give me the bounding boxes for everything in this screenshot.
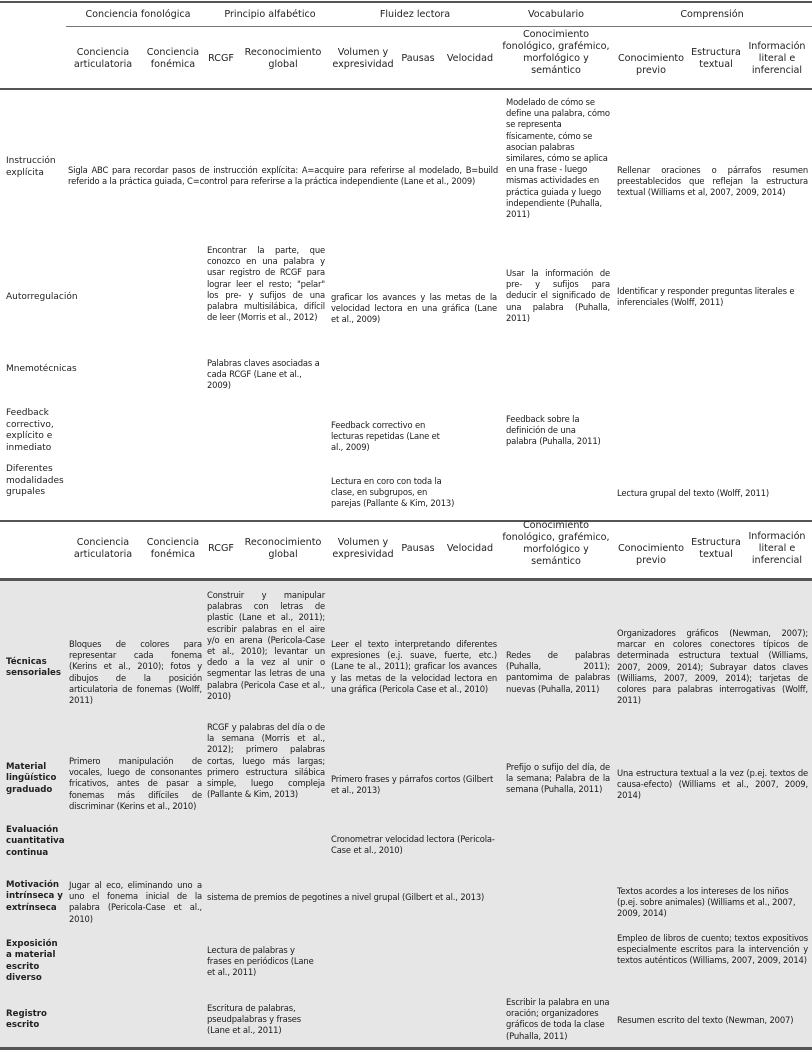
group-header-principio: Principio alfabético xyxy=(224,9,316,20)
col-header-pausas: Pausas xyxy=(401,53,435,64)
cell-comprension: Identificar y responder preguntas literales e inferenciales (Wolff, 2011) xyxy=(617,286,795,308)
col-header-conocimiento-fgms: Conocimiento fonológico, grafémico, morfológico y semántico xyxy=(502,520,610,567)
cell-comprension: Lectura grupal del texto (Wolff, 2011) xyxy=(617,488,769,498)
cell-comprension: Resumen escrito del texto (Newman, 2007) xyxy=(617,1015,794,1025)
col-header-estructura: Estructura textual xyxy=(691,47,741,70)
col-header-previo: Conocimiento previo xyxy=(617,53,685,76)
cell-vocabulario: Prefijo o sufijo del día, de la semana; Palabra de la semana (Puhalla, 2011) xyxy=(506,762,610,795)
col-header-volumen: Volumen y expresividad xyxy=(332,47,394,70)
group-header-vocabulario: Vocabulario xyxy=(527,9,585,20)
top-rule xyxy=(0,1,812,3)
cell-principio: Lectura de palabras y frases en periódicos (Lane et al., 2011) xyxy=(207,945,314,978)
cell-principio: Palabras claves asociadas a cada RCGF (Lane et al., 2009) xyxy=(207,358,320,391)
section-divider-rule xyxy=(0,520,812,522)
cell-comprension: Una estructura textual a la vez (p.ej. textos de causa-efecto) (Williams et al., 2007, 2009, 2014) xyxy=(617,768,808,801)
header-bottom-rule xyxy=(0,88,812,90)
cell-comprension: Rellenar oraciones o párrafos resumen preestablecidos que reflejan la estructura textual (Williams et al, 2007, 2009, 2014) xyxy=(617,165,808,198)
cell-principio: RCGF y palabras del día o de la semana (Morris et al., 2012); primero palabras cortas, luego más largas; primero estructura silábica simple, luego compleja (Pallante & Kim, 2013) xyxy=(207,722,325,800)
row-label: Instrucción explícita xyxy=(6,156,56,178)
row-label: Exposición a material escrito diverso xyxy=(6,939,58,984)
col-header-fonemica: Conciencia fonémica xyxy=(146,537,200,560)
cell-vocabulario: Modelado de cómo se define una palabra, cómo se representa físicamente, cómo se asocian palabras similares, cómo se aplica en una frase - luego mismas actividades en práctica guiada y luego independiente (Puhalla, 2011) xyxy=(506,97,610,220)
col-header-informacion: Información literal e inferencial xyxy=(748,531,806,566)
row-label: Evaluación cuantitativa continua xyxy=(6,825,65,858)
cell-comprension: Textos acordes a los intereses de los niños (p.ej. sobre animales) (Williams et al., 2007, 2009, 2014) xyxy=(617,886,796,919)
row-label: Técnicas sensoriales xyxy=(6,657,61,679)
cell-principio: Escritura de palabras, pseudpalabras y frases (Lane et al., 2011) xyxy=(207,1003,302,1036)
cell-vocabulario: Feedback sobre la definición de una palabra (Puhalla, 2011) xyxy=(506,414,601,447)
cell-conciencia: Jugar al eco, eliminando uno a uno el fonema inicial de la palabra (Pericola-Case et al., 2010) xyxy=(69,880,202,924)
col-header-reconocimiento: Reconocimiento global xyxy=(244,47,322,70)
cell-fluidez: Cronometrar velocidad lectora (Pericola-Case et al., 2010) xyxy=(331,834,495,856)
col-header-rcgf: RCGF xyxy=(208,543,234,554)
cell-fluidez: Leer el texto interpretando diferentes expresiones (e.j. suave, fuerte, etc.) (Lane te al., 2011); graficar los avances y las metas de la velocidad lectora en una gráfica (Pericola Case et al., 2010) xyxy=(331,639,497,694)
col-header-previo: Conocimiento previo xyxy=(617,543,685,566)
cell-vocabulario: Redes de palabras (Puhalla, 2011); pantomima de palabras nuevas (Puhalla, 2011) xyxy=(506,650,610,694)
row-label: Registro escrito xyxy=(6,1009,47,1031)
col-header-reconocimiento: Reconocimiento global xyxy=(244,537,322,560)
cell-principio: Construir y manipular palabras con letras de plastic (Lane et al., 2011); escribir palabras en el aire y/o en arena (Pericola-Case et al., 2010); levantar un dedo a la vez al unir o segmentar las letras de una palabra (Pericola Case et al., 2010) xyxy=(207,590,325,701)
col-header-fonemica: Conciencia fonémica xyxy=(146,47,200,70)
col-header-velocidad: Velocidad xyxy=(446,543,494,554)
cell-vocabulario: Usar la información de pre- y sufijos para deducir el significado de una palabra (Puhalla, 2011) xyxy=(506,268,610,323)
group-header-comprension: Comprensión xyxy=(680,9,744,20)
col-header-articulatoria: Conciencia articulatoria xyxy=(73,537,133,560)
group-header-conciencia: Conciencia fonológica xyxy=(85,9,191,20)
col-header-velocidad: Velocidad xyxy=(446,53,494,64)
col-header-estructura: Estructura textual xyxy=(691,537,741,560)
cell-fluidez: graficar los avances y las metas de la velocidad lectora en una gráfica (Lane et al., 2009) xyxy=(331,292,497,325)
cell-fluidez: Feedback correctivo en lecturas repetidas (Lane et al., 2009) xyxy=(331,420,440,453)
cell-fluidez: Primero frases y párrafos cortos (Gilbert et al., 2013) xyxy=(331,774,494,796)
row-label: Diferentes modalidades grupales xyxy=(6,464,64,498)
col-header-rcgf: RCGF xyxy=(208,53,234,64)
row-label: Material lingüístico graduado xyxy=(6,762,57,795)
cell-vocabulario: Escribir la palabra en una oración; organizadores gráficos de toda la clase (Puhalla, 2011) xyxy=(506,997,610,1041)
cell-comprension: Organizadores gráficos (Newman, 2007); marcar en colores conectores típicos de determinada estructura textual (Williams, 2007, 2009, 2014); Subrayar datos claves (Williams, 2007, 2009, 2014); tarjetas de colores para palabras interrogativas (Wolff, 2011) xyxy=(617,628,808,706)
bottom-rule xyxy=(0,1047,812,1050)
group-header-rule xyxy=(66,26,812,27)
col-header-conocimiento-fgms: Conocimiento fonológico, grafémico, morfológico y semántico xyxy=(502,29,610,76)
col-header-pausas: Pausas xyxy=(401,543,435,554)
cell-span: Sigla ABC para recordar pasos de instrucción explícita: A=acquire para referirse al modelado, B=build referido a la práctica guiada, C=control para referirse a la práctica independiente (Lane et al., 2009) xyxy=(68,165,498,187)
row-label: Mnemotécnicas xyxy=(6,364,77,374)
row-label: Autorregulación xyxy=(6,292,78,302)
row-label: Feedback correctivo, explícito e inmediato xyxy=(6,408,54,453)
cell-comprension: Empleo de libros de cuento; textos expositivos especialmente escritos para la intervención y textos auténticos (Williams, 2007, 2009, 2014) xyxy=(617,933,808,966)
cell-conciencia: Bloques de colores para representar cada fonema (Kerins et al., 2010); fotos y dibujos de la posición articulatoria de fonemas (Wolff, 2011) xyxy=(69,639,202,706)
cell-principio-fluidez: sistema de premios de pegotines a nivel grupal (Gilbert et al., 2013) xyxy=(207,892,485,902)
col-header-articulatoria: Conciencia articulatoria xyxy=(73,47,133,70)
section-2-top-rule xyxy=(0,578,812,581)
col-header-volumen: Volumen y expresividad xyxy=(332,537,394,560)
cell-principio: Encontrar la parte, que conozco en una palabra y usar registro de RCGF para lograr leer el resto; "pelar" los pre- y sufijos de una palabra multisilábica, difícil de leer (Morris et al., 2012) xyxy=(207,245,325,323)
cell-conciencia: Primero manipulación de vocales, luego de consonantes fricativos, antes de pasar a fonemas más difíciles de discriminar (Kerins et al., 2010) xyxy=(69,756,202,811)
cell-fluidez: Lectura en coro con toda la clase, en subgrupos, en parejas (Pallante & Kim, 2013) xyxy=(331,476,455,509)
row-label: Motivación intrínseca y extrínseca xyxy=(6,880,63,913)
group-header-fluidez: Fluidez lectora xyxy=(379,9,451,20)
col-header-informacion: Información literal e inferencial xyxy=(748,41,806,76)
